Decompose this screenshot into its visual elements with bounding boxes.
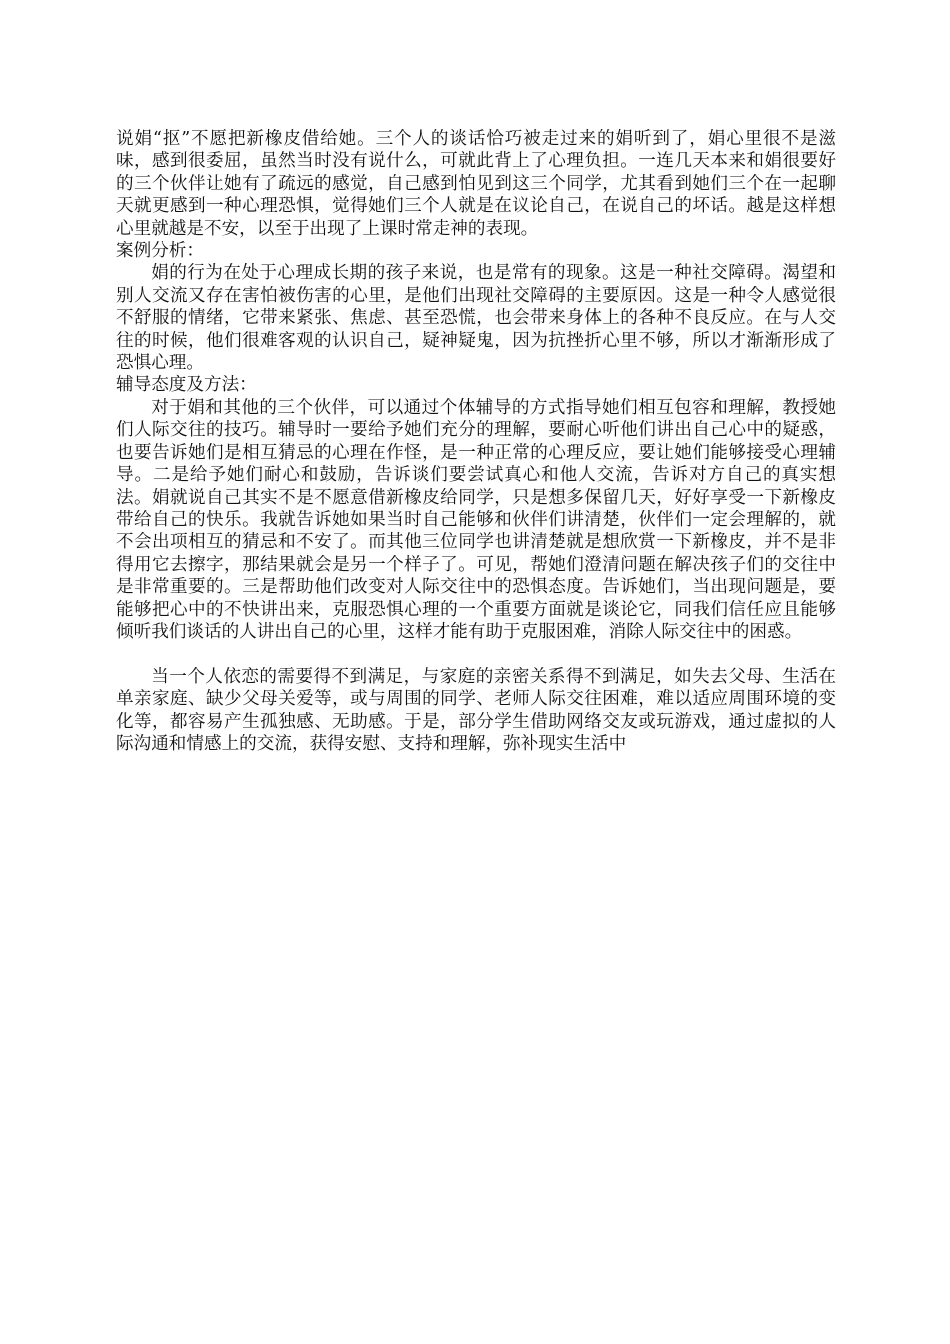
paragraph-analysis: 娟的行为在处于心理成长期的孩子来说，也是常有的现象。这是一种社交障碍。渴望和别人交流又存在害怕被伤害的心里，是他们出现社交障碍的主要原因。这是一种令人感觉很不舒服的情绪，它带来紧张、焦虑、甚至恐慌，也会带来身体上的各种不良反应。在与人交往的时候，他们很难客观的认识自己，疑神疑鬼，因为抗挫折心里不够，所以才渐渐形成了恐惧心理。 (116, 263, 836, 374)
paragraph-dependence-needs: 当一个人依恋的需要得不到满足，与家庭的亲密关系得不到满足，如失去父母、生活在单亲家庭、缺少父母关爱等，或与周围的同学、老师人际交往困难，难以适应周围环境的变化等，都容易产生孤独感、无助感。于是，部分学生借助网络交友或玩游戏，通过虚拟的人际沟通和情感上的交流，获得安慰、支持和理解，弥补现实生活中 (116, 666, 836, 754)
heading-case-analysis: 案例分析： (116, 241, 204, 262)
heading-guidance-method: 辅导态度及方法： (116, 375, 257, 396)
paragraph-spacer (116, 643, 836, 665)
paragraph-story-continued: 说娟“抠”不愿把新橡皮借给她。三个人的谈话恰巧被走过来的娟听到了，娟心里很不是滋味，感到很委屈，虽然当时没有说什么，可就此背上了心理负担。一连几天本来和娟很要好的三个伙伴让她有了疏远的感觉，自己感到怕见到这三个同学，尤其看到她们三个在一起聊天就更感到一种心理恐惧，觉得她们三个人就是在议论自己，在说自己的坏话。越是这样想心里就越是不安，以至于出现了上课时常走神的表现。 (116, 129, 836, 239)
document-body (116, 128, 836, 755)
paragraph-guidance-method: 对于娟和其他的三个伙伴，可以通过个体辅导的方式指导她们相互包容和理解，教授她们人际交往的技巧。辅导时一要给予她们充分的理解，要耐心听他们讲出自己心中的疑惑，也要告诉她们是相互猜忌的心理在作怪，是一种正常的心理反应，要让她们能够接受心理辅导。二是给予她们耐心和鼓励，告诉谈们要尝试真心和他人交流，告诉对方自己的真实想法。娟就说自己其实不是不愿意借新橡皮给同学，只是想多保留几天，好好享受一下新橡皮带给自己的快乐。我就告诉她如果当时自己能够和伙伴们讲清楚，伙伴们一定会理解的，就不会出项相互的猜忌和不安了。而其他三位同学也讲清楚就是想欣赏一下新橡皮，并不是非得用它去擦字，那结果就会是另一个样子了。可见，帮她们澄清问题在解决孩子们的交往中是非常重要的。三是帮助他们改变对人际交往中的恐惧态度。告诉她们，当出现问题是，要能够把心中的不快讲出来，克服恐惧心理的一个重要方面就是谈论它，同我们信任应且能够倾听我们谈话的人讲出自己的心里，这样才能有助于克服困难，消除人际交往中的困惑。 (116, 397, 836, 642)
